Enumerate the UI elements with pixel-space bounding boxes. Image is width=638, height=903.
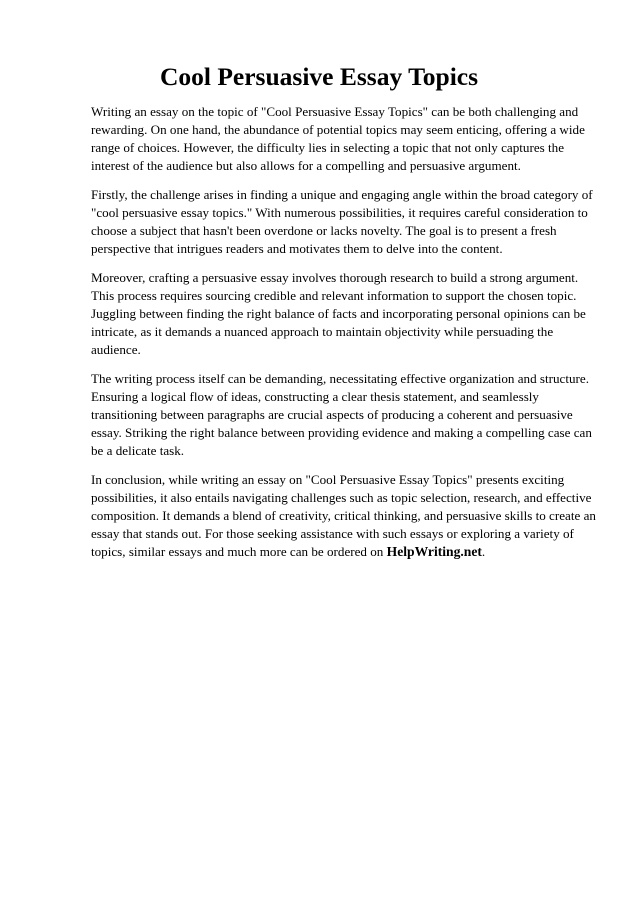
text-line: Writing an essay on the topic of "Cool Persuasive Essay Topics" can be both challenging and — [91, 104, 579, 119]
text-line: essay. Striking the right balance between providing evidence and making a compelling case can — [91, 425, 592, 440]
text-line: possibilities, it also entails navigating challenges such as topic selection, research, and effective — [91, 490, 592, 505]
helpwriting-link[interactable]: HelpWriting.net — [386, 544, 482, 559]
text-line: rewarding. On one hand, the abundance of potential topics may seem enticing, offering a wide — [91, 122, 585, 137]
text-line: intricate, as it demands a nuanced approach to maintain objectivity while persuading the — [91, 324, 554, 339]
text-line: Moreover, crafting a persuasive essay involves thorough research to build a strong argument. — [91, 270, 579, 285]
text-line: "cool persuasive essay topics." With numerous possibilities, it requires careful consideration to — [91, 205, 588, 220]
text-line: essay that stands out. For those seeking assistance with such essays or exploring a variety of — [91, 526, 574, 541]
text-line: range of choices. However, the difficulty lies in selecting a topic that not only captures the — [91, 140, 565, 155]
text-line: Ensuring a logical flow of ideas, constructing a clear thesis statement, and seamlessly — [91, 389, 539, 404]
text-line-with-link — [91, 543, 591, 561]
text-line: Firstly, the challenge arises in finding a unique and engaging angle within the broad category of — [91, 187, 593, 202]
essay-body — [91, 103, 596, 572]
text-segment: topics, similar essays and much more can be ordered on — [91, 544, 387, 559]
text-line: transitioning between paragraphs are crucial aspects of producing a coherent and persuasive — [91, 407, 573, 422]
text-line: interest of the audience but also allows for a compelling and persuasive argument. — [91, 158, 521, 173]
text-line: perspective that intrigues readers and motivates them to delve into the content. — [91, 241, 503, 256]
text-segment: . — [481, 544, 486, 559]
text-line: The writing process itself can be demanding, necessitating effective organization and structure. — [91, 371, 589, 386]
paragraph-1 — [91, 103, 591, 175]
paragraph-2 — [91, 186, 591, 258]
text-line: Juggling between finding the right balance of facts and incorporating personal opinions can be — [91, 306, 586, 321]
text-line: This process requires sourcing credible and relevant information to support the chosen topic. — [91, 288, 577, 303]
text-line: In conclusion, while writing an essay on "Cool Persuasive Essay Topics" presents exciting — [91, 472, 565, 487]
paragraph-3 — [91, 269, 591, 359]
text-line: be a delicate task. — [91, 443, 185, 458]
paragraph-5 — [91, 471, 596, 561]
text-line: audience. — [91, 342, 141, 357]
text-line: choose a subject that hasn't been overdone or lacks novelty. The goal is to present a fresh — [91, 223, 557, 238]
page-title: Cool Persuasive Essay Topics — [159, 62, 479, 91]
paragraph-4 — [91, 370, 591, 460]
text-line: composition. It demands a blend of creativity, critical thinking, and persuasive skills to create an — [91, 508, 596, 523]
